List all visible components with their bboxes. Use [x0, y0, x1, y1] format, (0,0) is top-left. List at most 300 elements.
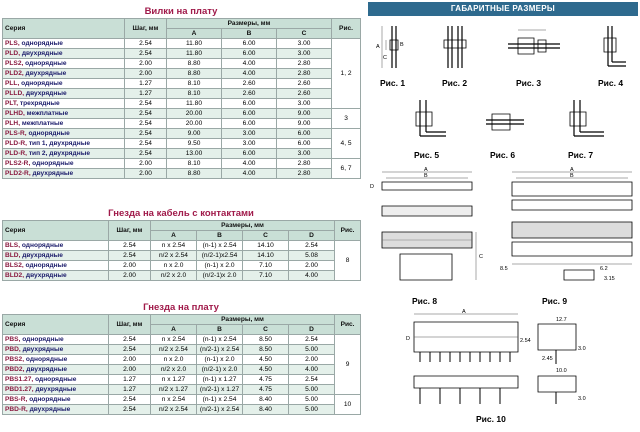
series-code: PLD2: [5, 70, 22, 77]
table-row: [3, 69, 361, 79]
dim-b-cell: 6.00: [222, 39, 277, 49]
header-dims: Размеры, мм: [167, 19, 332, 29]
series-name-cell: PBD-R, двухрядные: [3, 405, 109, 415]
series-code: PBS1.27: [5, 376, 32, 383]
header-pitch: Шаг, мм: [109, 315, 151, 335]
dim-c-cell: 8.50: [243, 335, 289, 345]
series-name-cell: BLD, двухрядные: [3, 251, 109, 261]
dim-a-cell: 8.10: [167, 159, 222, 169]
dim-c-cell: 3.00: [277, 149, 332, 159]
plugs-section: [2, 6, 360, 179]
header-series: Серия: [3, 315, 109, 335]
series-desc: двухрядные: [25, 70, 67, 77]
plugs-table: [2, 18, 361, 179]
series-desc: однорядные: [29, 396, 71, 403]
dim-c-cell: 9.00: [277, 109, 332, 119]
fig-ref-cell: 1, 2: [332, 39, 361, 109]
dim-a-cell: n/2 x 2.54: [151, 251, 197, 261]
pitch-cell: 2.54: [125, 119, 167, 129]
dim-a-cell: 11.80: [167, 49, 222, 59]
dimensions-column: [366, 0, 640, 432]
series-desc: двухрядные: [22, 252, 63, 259]
fig1-dim-a: A: [376, 44, 380, 50]
dim-a-cell: 20.00: [167, 119, 222, 129]
table-row: [3, 261, 361, 271]
dim-c-cell: 14.10: [243, 251, 289, 261]
dim-b-cell: 4.00: [222, 59, 277, 69]
fig8-dim-a: A: [424, 167, 428, 173]
fig8-dim-d: D: [370, 184, 374, 190]
series-code: PLS2-R: [5, 160, 29, 167]
pitch-cell: 2.54: [125, 39, 167, 49]
series-desc: однорядные: [21, 80, 63, 87]
dim-b-cell: 6.00: [222, 99, 277, 109]
series-name-cell: PLT, трехрядные: [3, 99, 125, 109]
table-row: [3, 129, 361, 139]
dim-b-cell: (n-1) x 1.27: [197, 375, 243, 385]
dim-c-cell: 2.80: [277, 159, 332, 169]
fig6-drawing: [484, 100, 530, 144]
pitch-cell: 2.54: [125, 49, 167, 59]
fig9-dim-62: 6.2: [600, 266, 608, 272]
cable-table: [2, 220, 361, 281]
table-row: [3, 169, 361, 179]
header-c: C: [277, 29, 332, 39]
header-fig: Рис.: [335, 315, 361, 335]
fig-ref-cell: 4, 5: [332, 129, 361, 159]
header-series: Серия: [3, 221, 109, 241]
fig4-drawing: [592, 22, 636, 74]
pitch-cell: 2.54: [109, 241, 151, 251]
fig10-dim-30a: 3.0: [578, 346, 586, 352]
series-name-cell: PLS-R, однорядные: [3, 129, 125, 139]
series-name-cell: PLD2-R, двухрядные: [3, 169, 125, 179]
dim-a-cell: n x 1.27: [151, 375, 197, 385]
series-name-cell: PLD-R, тип 2, двухрядные: [3, 149, 125, 159]
series-desc: однорядные: [25, 60, 67, 67]
pitch-cell: 2.00: [109, 365, 151, 375]
pitch-cell: 2.00: [109, 271, 151, 281]
dim-c-cell: 9.00: [277, 119, 332, 129]
series-name-cell: PLD, двухрядные: [3, 49, 125, 59]
table-row: [3, 335, 361, 345]
fig2-label: Рис. 2: [442, 78, 468, 88]
dim-a-cell: n x 2.0: [151, 261, 197, 271]
fig9-dim-315: 3.15: [604, 276, 615, 282]
fig8-drawing: [366, 166, 496, 296]
dim-d-cell: 5.00: [289, 395, 335, 405]
fig10-dim-a: A: [462, 309, 466, 315]
cable-title: Гнезда на кабель с контактами: [108, 208, 254, 219]
series-name-cell: PLS2-R, однорядные: [3, 159, 125, 169]
series-name-cell: PLS2, однорядные: [3, 59, 125, 69]
fig3-drawing: [504, 22, 564, 68]
dim-b-cell: 6.00: [222, 49, 277, 59]
fig10-dim-254: 2.54: [520, 338, 531, 344]
series-desc: двухрядные: [21, 50, 63, 57]
series-name-cell: PBS2, однорядные: [3, 355, 109, 365]
series-name-cell: PLHD, межплатные: [3, 109, 125, 119]
header-a: A: [151, 325, 197, 335]
dim-c-cell: 4.75: [243, 375, 289, 385]
dim-c-cell: 2.60: [277, 79, 332, 89]
fig5-label: Рис. 5: [414, 150, 440, 160]
header-b: B: [197, 325, 243, 335]
series-name-cell: PBD1.27, двухрядные: [3, 385, 109, 395]
dim-d-cell: 5.00: [289, 385, 335, 395]
fig10-dim-30b: 3.0: [578, 396, 586, 402]
header-dims: Размеры, мм: [151, 221, 335, 231]
series-code: PLD2-R: [5, 170, 29, 177]
dim-b-cell: (n/2-1)x2.54: [197, 251, 243, 261]
series-code: PBD1.27: [5, 386, 32, 393]
dim-b-cell: (n-1) x 2.54: [197, 335, 243, 345]
dim-d-cell: 2.54: [289, 335, 335, 345]
dim-d-cell: 5.00: [289, 405, 335, 415]
table-row: [3, 271, 361, 281]
table-row: [3, 59, 361, 69]
series-code: PBS2: [5, 356, 23, 363]
fig-ref-cell: 8: [335, 241, 361, 281]
series-name-cell: PLL, однорядные: [3, 79, 125, 89]
fig10-label: Рис. 10: [476, 414, 506, 424]
series-code: PLHD: [5, 110, 23, 117]
dim-c-cell: 8.40: [243, 405, 289, 415]
header-dims: Размеры, мм: [151, 315, 335, 325]
dim-d-cell: 4.00: [289, 271, 335, 281]
dim-c-cell: 4.75: [243, 385, 289, 395]
series-code: PBD: [5, 346, 19, 353]
series-code: BLS2: [5, 262, 22, 269]
table-row: [3, 345, 361, 355]
series-code: PBD-R: [5, 406, 26, 413]
series-desc: тип 1, двухрядные: [28, 140, 91, 147]
dim-b-cell: 6.00: [222, 149, 277, 159]
pitch-cell: 2.54: [109, 405, 151, 415]
board-table: [2, 314, 361, 415]
fig9-dim-85: 8.5: [500, 266, 508, 272]
dim-b-cell: 6.00: [222, 109, 277, 119]
dim-b-cell: (n-1) x 2.0: [197, 261, 243, 271]
dim-c-cell: 3.00: [277, 39, 332, 49]
dim-c-cell: 7.10: [243, 261, 289, 271]
pitch-cell: 2.00: [125, 169, 167, 179]
series-code: PLD-R: [5, 140, 26, 147]
series-code: BLS: [5, 242, 19, 249]
dim-c-cell: 8.40: [243, 395, 289, 405]
fig-ref-cell: 3: [332, 109, 361, 129]
header-a: A: [167, 29, 222, 39]
series-desc: двухрядные: [29, 406, 71, 413]
dim-a-cell: 8.80: [167, 169, 222, 179]
series-name-cell: PBD, двухрядные: [3, 345, 109, 355]
dim-a-cell: 13.00: [167, 149, 222, 159]
table-row: [3, 99, 361, 109]
series-desc: однорядные: [32, 160, 74, 167]
series-code: BLD: [5, 252, 19, 259]
series-name-cell: PLLD, двухрядные: [3, 89, 125, 99]
fig7-label: Рис. 7: [568, 150, 594, 160]
table-row: [3, 395, 361, 405]
dim-b-cell: (n/2-1) x 2.54: [197, 345, 243, 355]
fig10-dim-127: 12.7: [556, 317, 567, 323]
dim-a-cell: 8.10: [167, 79, 222, 89]
header-fig: Рис.: [332, 19, 361, 39]
series-code: PLD-R: [5, 150, 26, 157]
dim-b-cell: (n/2-1) x 2.0: [197, 365, 243, 375]
dim-c-cell: 6.00: [277, 129, 332, 139]
dim-a-cell: n/2 x 2.54: [151, 405, 197, 415]
series-code: PBS: [5, 336, 19, 343]
table-row: [3, 385, 361, 395]
dim-d-cell: 2.00: [289, 355, 335, 365]
dim-d-cell: 4.00: [289, 365, 335, 375]
header-c: C: [243, 325, 289, 335]
header-row: [3, 221, 361, 231]
dim-c-cell: 3.00: [277, 99, 332, 109]
dim-a-cell: 8.80: [167, 59, 222, 69]
series-desc: двухрядные: [32, 170, 74, 177]
board-section: [2, 302, 360, 415]
header-row: [3, 19, 361, 29]
dim-a-cell: n x 2.54: [151, 335, 197, 345]
table-row: [3, 109, 361, 119]
series-desc: трехрядные: [19, 100, 60, 107]
table-row: [3, 251, 361, 261]
fig2-drawing: [434, 22, 478, 74]
pitch-cell: 2.54: [109, 251, 151, 261]
series-code: PBD2: [5, 366, 23, 373]
series-desc: однорядные: [21, 40, 63, 47]
dim-c-cell: 3.00: [277, 49, 332, 59]
table-row: [3, 375, 361, 385]
pitch-cell: 2.54: [125, 99, 167, 109]
dim-b-cell: (n-1) x 2.0: [197, 355, 243, 365]
series-name-cell: PBS1.27, однорядные: [3, 375, 109, 385]
fig8-label: Рис. 8: [412, 296, 438, 306]
series-desc: однорядные: [28, 130, 70, 137]
fig1-drawing: [374, 22, 416, 74]
series-code: BLD2: [5, 272, 23, 279]
series-name-cell: PLS, однорядные: [3, 39, 125, 49]
series-desc: двухрядные: [26, 366, 68, 373]
fig10-dim-245: 2.45: [542, 356, 553, 362]
series-code: PLD: [5, 50, 19, 57]
dim-a-cell: 8.10: [167, 89, 222, 99]
pitch-cell: 2.54: [109, 335, 151, 345]
fig3-label: Рис. 3: [516, 78, 542, 88]
dim-c-cell: 2.80: [277, 59, 332, 69]
table-row: [3, 79, 361, 89]
dim-a-cell: n x 2.54: [151, 241, 197, 251]
plugs-title: Вилки на плату: [144, 6, 218, 17]
table-row: [3, 119, 361, 129]
fig1-dim-b: B: [400, 42, 404, 48]
fig9-dim-a: A: [570, 167, 574, 173]
series-desc: тип 2, двухрядные: [28, 150, 91, 157]
header-d: D: [289, 231, 335, 241]
dim-a-cell: n/2 x 2.54: [151, 345, 197, 355]
series-code: PLT: [5, 100, 17, 107]
dim-a-cell: 11.80: [167, 39, 222, 49]
series-desc: однорядные: [21, 242, 64, 249]
table-row: [3, 405, 361, 415]
dim-c-cell: 2.80: [277, 69, 332, 79]
pitch-cell: 2.54: [125, 129, 167, 139]
header-a: A: [151, 231, 197, 241]
pitch-cell: 1.27: [125, 89, 167, 99]
pitch-cell: 1.27: [125, 79, 167, 89]
pitch-cell: 2.00: [109, 261, 151, 271]
dim-c-cell: 2.80: [277, 169, 332, 179]
dim-a-cell: 11.80: [167, 99, 222, 109]
series-desc: двухрядные: [25, 90, 67, 97]
fig10-dim-d: D: [406, 336, 410, 342]
pitch-cell: 1.27: [109, 385, 151, 395]
series-code: PLS: [5, 40, 18, 47]
dimensions-banner: ГАБАРИТНЫЕ РАЗМЕРЫ: [368, 2, 638, 16]
dim-c-cell: 8.50: [243, 345, 289, 355]
dim-c-cell: 6.00: [277, 139, 332, 149]
dim-d-cell: 2.00: [289, 261, 335, 271]
header-fig: Рис.: [335, 221, 361, 241]
dim-a-cell: 9.50: [167, 139, 222, 149]
dim-b-cell: (n/2-1)x 2.0: [197, 271, 243, 281]
pitch-cell: 2.00: [125, 69, 167, 79]
pitch-cell: 2.54: [109, 345, 151, 355]
dim-a-cell: n x 2.0: [151, 355, 197, 365]
dim-b-cell: 2.60: [222, 79, 277, 89]
fig-ref-cell: 6, 7: [332, 159, 361, 179]
dim-b-cell: 3.00: [222, 129, 277, 139]
fig6-label: Рис. 6: [490, 150, 516, 160]
dim-a-cell: 8.80: [167, 69, 222, 79]
dim-b-cell: 2.60: [222, 89, 277, 99]
pitch-cell: 2.54: [125, 109, 167, 119]
dim-a-cell: n/2 x 2.0: [151, 271, 197, 281]
fig8-dim-b: B: [424, 173, 428, 179]
dim-c-cell: 2.60: [277, 89, 332, 99]
table-row: [3, 241, 361, 251]
series-code: PLH: [5, 120, 19, 127]
table-row: [3, 49, 361, 59]
series-name-cell: PBS, однорядные: [3, 335, 109, 345]
series-code: PBS-R: [5, 396, 26, 403]
table-row: [3, 355, 361, 365]
series-code: PLS2: [5, 60, 22, 67]
series-name-cell: PBS-R, однорядные: [3, 395, 109, 405]
series-name-cell: PLD-R, тип 1, двухрядные: [3, 139, 125, 149]
fig1-dim-c: C: [383, 55, 387, 61]
pitch-cell: 2.00: [125, 59, 167, 69]
series-name-cell: BLS, однорядные: [3, 241, 109, 251]
pitch-cell: 1.27: [109, 375, 151, 385]
dim-a-cell: n x 2.54: [151, 395, 197, 405]
series-name-cell: BLD2, двухрядные: [3, 271, 109, 281]
series-name-cell: PLD2, двухрядные: [3, 69, 125, 79]
series-code: PLLD: [5, 90, 23, 97]
dim-b-cell: 4.00: [222, 69, 277, 79]
header-series: Серия: [3, 19, 125, 39]
table-row: [3, 39, 361, 49]
series-name-cell: PBD2, двухрядные: [3, 365, 109, 375]
dim-b-cell: (n-1) x 2.54: [197, 241, 243, 251]
dim-b-cell: (n-1) x 2.54: [197, 395, 243, 405]
pitch-cell: 2.00: [109, 355, 151, 365]
fig8-dim-c: C: [479, 254, 483, 260]
header-pitch: Шаг, мм: [109, 221, 151, 241]
dim-b-cell: 3.00: [222, 139, 277, 149]
dim-c-cell: 7.10: [243, 271, 289, 281]
header-row: [3, 315, 361, 325]
fig-ref-cell: 9: [335, 335, 361, 395]
dim-d-cell: 5.08: [289, 251, 335, 261]
dim-a-cell: 20.00: [167, 109, 222, 119]
pitch-cell: 2.54: [125, 149, 167, 159]
dim-c-cell: 14.10: [243, 241, 289, 251]
dim-c-cell: 4.50: [243, 365, 289, 375]
series-desc: межплатные: [21, 120, 64, 127]
series-code: PLS-R: [5, 130, 25, 137]
dim-d-cell: 5.00: [289, 345, 335, 355]
fig9-drawing: [500, 166, 640, 296]
fig9-label: Рис. 9: [542, 296, 568, 306]
series-code: PLL: [5, 80, 18, 87]
dim-b-cell: 4.00: [222, 159, 277, 169]
header-d: D: [289, 325, 335, 335]
header-b: B: [197, 231, 243, 241]
series-desc: двухрядные: [35, 386, 77, 393]
series-desc: однорядные: [25, 262, 67, 269]
table-row: [3, 159, 361, 169]
series-desc: межплатные: [26, 110, 69, 117]
dim-c-cell: 4.50: [243, 355, 289, 365]
series-name-cell: BLS2, однорядные: [3, 261, 109, 271]
table-row: [3, 365, 361, 375]
series-desc: однорядные: [35, 376, 77, 383]
pitch-cell: 2.54: [125, 139, 167, 149]
dim-d-cell: 2.54: [289, 241, 335, 251]
fig10-drawing: [406, 310, 638, 414]
header-c: C: [243, 231, 289, 241]
series-desc: однорядные: [22, 336, 64, 343]
fig1-label: Рис. 1: [380, 78, 406, 88]
pitch-cell: 2.54: [109, 395, 151, 405]
fig-ref-cell: 10: [335, 395, 361, 415]
header-b: B: [222, 29, 277, 39]
dim-a-cell: n/2 x 2.0: [151, 365, 197, 375]
dim-a-cell: 9.00: [167, 129, 222, 139]
dim-b-cell: (n/2-1) x 2.54: [197, 405, 243, 415]
cable-section: [2, 208, 360, 281]
series-desc: двухрядные: [22, 346, 64, 353]
fig4-label: Рис. 4: [598, 78, 624, 88]
table-row: [3, 149, 361, 159]
fig10-dim-100: 10.0: [556, 368, 567, 374]
dim-b-cell: 4.00: [222, 169, 277, 179]
pitch-cell: 2.00: [125, 159, 167, 169]
fig9-dim-b: B: [570, 173, 574, 179]
dim-d-cell: 2.54: [289, 375, 335, 385]
series-desc: двухрядные: [25, 272, 67, 279]
table-row: [3, 139, 361, 149]
dim-b-cell: 6.00: [222, 119, 277, 129]
series-desc: однорядные: [25, 356, 68, 363]
fig7-drawing: [562, 96, 612, 146]
series-name-cell: PLH, межплатные: [3, 119, 125, 129]
dim-a-cell: n/2 x 1.27: [151, 385, 197, 395]
board-title: Гнезда на плату: [143, 302, 219, 313]
